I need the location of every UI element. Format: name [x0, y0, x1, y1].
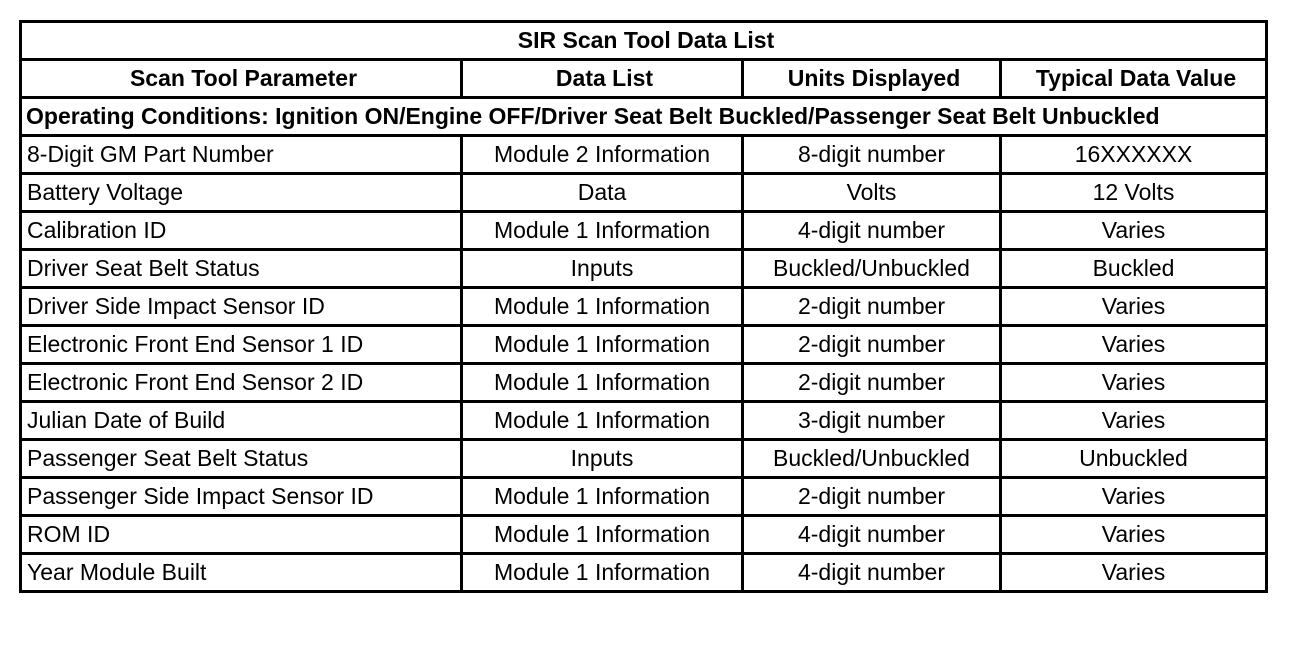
cell-data-list: Module 1 Information [462, 364, 743, 402]
cell-units: Buckled/Unbuckled [743, 250, 1001, 288]
table-row [21, 516, 1267, 554]
cell-parameter: Driver Seat Belt Status [21, 250, 462, 288]
cell-units: 8-digit number [743, 136, 1001, 174]
table-row [21, 402, 1267, 440]
operating-conditions-row [21, 98, 1267, 136]
cell-typical-value: Buckled [1001, 250, 1267, 288]
cell-units: Volts [743, 174, 1001, 212]
cell-parameter: Electronic Front End Sensor 1 ID [21, 326, 462, 364]
cell-data-list: Module 1 Information [462, 288, 743, 326]
cell-parameter: Electronic Front End Sensor 2 ID [21, 364, 462, 402]
cell-data-list: Module 1 Information [462, 326, 743, 364]
table-row [21, 364, 1267, 402]
cell-typical-value: Varies [1001, 288, 1267, 326]
cell-typical-value: Varies [1001, 516, 1267, 554]
cell-parameter: Passenger Side Impact Sensor ID [21, 478, 462, 516]
cell-typical-value: Varies [1001, 326, 1267, 364]
cell-data-list: Module 1 Information [462, 478, 743, 516]
table-header-row [21, 60, 1267, 98]
cell-typical-value: Varies [1001, 554, 1267, 592]
table-row [21, 212, 1267, 250]
cell-units: 4-digit number [743, 212, 1001, 250]
cell-units: 4-digit number [743, 554, 1001, 592]
cell-units: 2-digit number [743, 326, 1001, 364]
cell-data-list: Module 1 Information [462, 212, 743, 250]
table-row [21, 288, 1267, 326]
cell-typical-value: Varies [1001, 212, 1267, 250]
cell-units: 4-digit number [743, 516, 1001, 554]
table-row [21, 326, 1267, 364]
cell-units: 2-digit number [743, 364, 1001, 402]
table-row [21, 250, 1267, 288]
operating-conditions: Operating Conditions: Ignition ON/Engine OFF/Driver Seat Belt Buckled/Passenger Seat Belt Unbuckled [21, 98, 1267, 136]
cell-typical-value: Varies [1001, 478, 1267, 516]
table-row [21, 478, 1267, 516]
cell-typical-value: Unbuckled [1001, 440, 1267, 478]
cell-units: 3-digit number [743, 402, 1001, 440]
table-title-row [21, 22, 1267, 60]
cell-units: 2-digit number [743, 288, 1001, 326]
column-header-data-list: Data List [462, 60, 743, 98]
cell-parameter: Driver Side Impact Sensor ID [21, 288, 462, 326]
cell-parameter: ROM ID [21, 516, 462, 554]
cell-data-list: Inputs [462, 250, 743, 288]
table-row [21, 174, 1267, 212]
cell-typical-value: Varies [1001, 364, 1267, 402]
cell-data-list: Module 1 Information [462, 402, 743, 440]
cell-data-list: Inputs [462, 440, 743, 478]
cell-parameter: 8-Digit GM Part Number [21, 136, 462, 174]
cell-parameter: Year Module Built [21, 554, 462, 592]
cell-data-list: Module 2 Information [462, 136, 743, 174]
cell-parameter: Calibration ID [21, 212, 462, 250]
table-row [21, 136, 1267, 174]
column-header-typical-value: Typical Data Value [1001, 60, 1267, 98]
cell-data-list: Data [462, 174, 743, 212]
table-row [21, 440, 1267, 478]
sir-scan-tool-data-table [19, 20, 1268, 593]
table-body [21, 98, 1267, 592]
cell-data-list: Module 1 Information [462, 554, 743, 592]
cell-typical-value: 16XXXXXX [1001, 136, 1267, 174]
cell-data-list: Module 1 Information [462, 516, 743, 554]
cell-units: 2-digit number [743, 478, 1001, 516]
cell-parameter: Battery Voltage [21, 174, 462, 212]
cell-parameter: Passenger Seat Belt Status [21, 440, 462, 478]
column-header-parameter: Scan Tool Parameter [21, 60, 462, 98]
cell-parameter: Julian Date of Build [21, 402, 462, 440]
column-header-units: Units Displayed [743, 60, 1001, 98]
table-title: SIR Scan Tool Data List [21, 22, 1267, 60]
table-row [21, 554, 1267, 592]
cell-typical-value: Varies [1001, 402, 1267, 440]
cell-typical-value: 12 Volts [1001, 174, 1267, 212]
cell-units: Buckled/Unbuckled [743, 440, 1001, 478]
